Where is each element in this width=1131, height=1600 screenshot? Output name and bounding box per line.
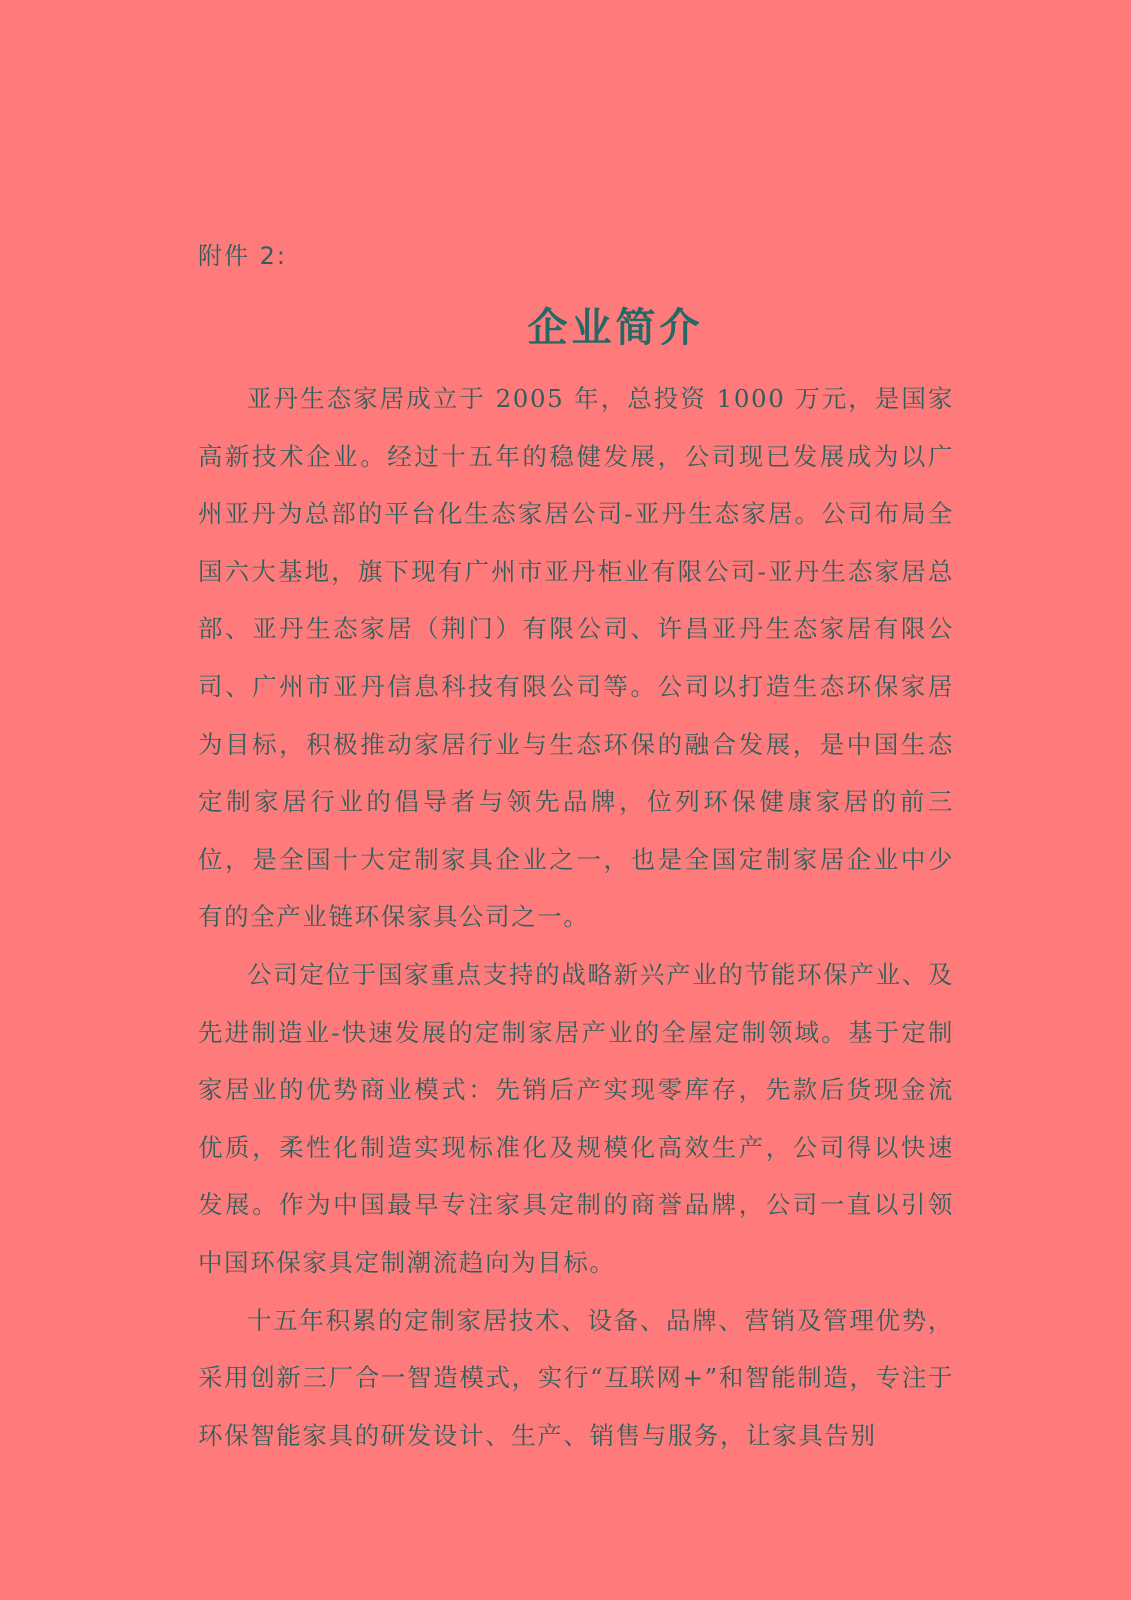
paragraph: 公司定位于国家重点支持的战略新兴产业的节能环保产业、及先进制造业-快速发展的定制家居产业的全屋定制领域。基于定制家居业的优势商业模式：先销后产实现零库存，先款后货现金流优质，柔性化制造实现标准化及规模化高效生产，公司得以快速发展。作为中国最早专注家具定制的商誉品牌，公司一直以引领中国环保家具定制潮流趋向为目标。 [198, 959, 954, 1277]
page-title: 企业简介 [527, 304, 704, 351]
paragraph: 十五年积累的定制家居技术、设备、品牌、营销及管理优势，采用创新三厂合一智造模式，实行“互联网+”和智能制造，专注于环保智能家具的研发设计、生产、销售与服务，让家具告别 [198, 1305, 954, 1450]
paragraph: 亚丹生态家居成立于 2005 年，总投资 1000 万元，是国家高新技术企业。经过十五年的稳健发展，公司现已发展成为以广州亚丹为总部的平台化生态家居公司-亚丹生态家居。公司布局全国六大基地，旗下现有广州市亚丹柜业有限公司-亚丹生态家居总部、亚丹生态家居（荆门）有限公司、许昌亚丹生态家居有限公司、广州市亚丹信息科技有限公司等。公司以打造生态环保家居为目标，积极推动家居行业与生态环保的融合发展，是中国生态定制家居行业的倡导者与领先品牌，位列环保健康家居的前三位，是全国十大定制家具企业之一，也是全国定制家居企业中少有的全产业链环保家具公司之一。 [198, 384, 954, 932]
document-body [198, 370, 954, 1464]
attachment-label: 附件 2: [198, 242, 287, 270]
